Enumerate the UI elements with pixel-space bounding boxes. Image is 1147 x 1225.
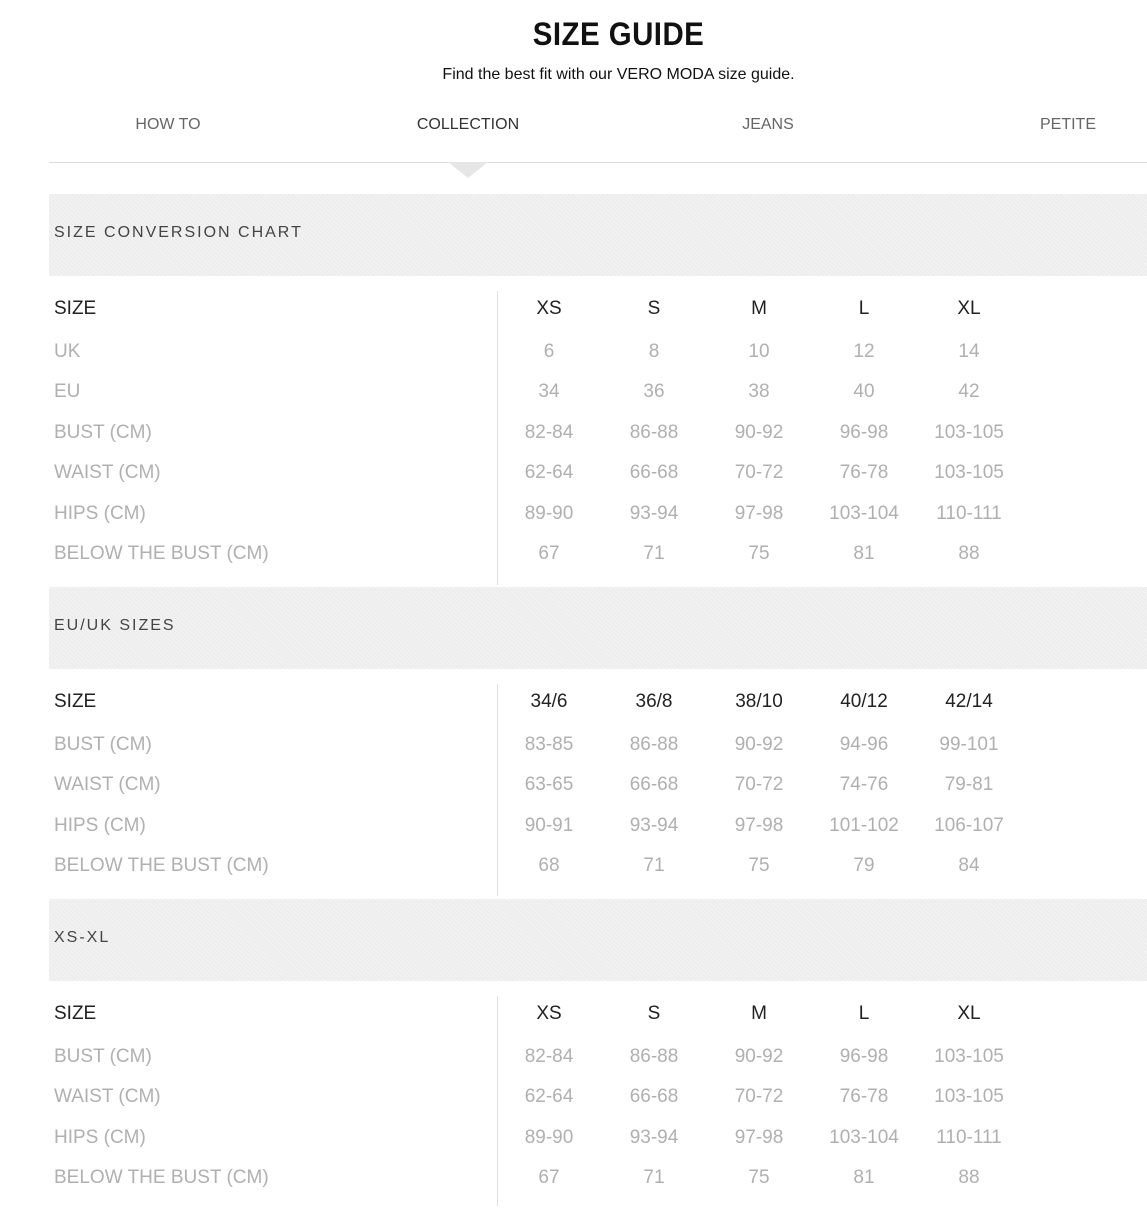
table-cell: 103-104	[829, 502, 899, 524]
table-cell: 103-105	[934, 462, 1004, 483]
table-cell: 103-104	[829, 1126, 899, 1148]
table-cell: 14	[958, 340, 980, 362]
table-cell: 71	[643, 543, 665, 564]
tab-how-to[interactable]: HOW TO	[135, 116, 201, 133]
table-cell: 103-105	[934, 1045, 1004, 1067]
table-cell: 81	[853, 1167, 875, 1188]
table-cell: 82-84	[524, 1045, 574, 1067]
tab-collection[interactable]: COLLECTION	[416, 116, 520, 133]
table-cell: 110-111	[936, 502, 1002, 524]
table-cell: 101-102	[829, 814, 899, 836]
table-header-row	[49, 684, 1147, 725]
table-cell: 67	[538, 543, 560, 564]
table-cell: 86-88	[629, 733, 679, 755]
size-header-cell: 42/14	[945, 691, 993, 712]
size-header-cell: XL	[957, 298, 981, 319]
row-label: SIZE	[54, 1003, 97, 1024]
row-label: EU	[54, 381, 81, 402]
table-cell: 110-111	[936, 1126, 1002, 1148]
table-cell: 74-76	[839, 774, 889, 795]
row-label: WAIST (CM)	[54, 462, 161, 483]
size-table	[49, 996, 1147, 1199]
section-title: EU/UK SIZES	[54, 617, 176, 634]
table-cell: 103-105	[934, 421, 1004, 443]
size-table	[49, 291, 1147, 575]
row-label: HIPS (CM)	[54, 1126, 146, 1148]
table-cell: 76-78	[839, 1086, 889, 1107]
table-cell: 86-88	[629, 421, 679, 443]
size-header-cell: XL	[957, 1003, 981, 1024]
row-label: WAIST (CM)	[54, 1086, 161, 1107]
table-cell: 90-92	[734, 733, 784, 755]
size-header-cell: XS	[536, 1003, 562, 1024]
row-label: WAIST (CM)	[54, 774, 161, 795]
table-cell: 66-68	[629, 462, 679, 483]
table-cell: 70-72	[734, 774, 784, 795]
table-cell: 8	[648, 340, 660, 362]
section-title: SIZE CONVERSION CHART	[54, 224, 303, 241]
row-label: SIZE	[54, 298, 97, 319]
table-row	[49, 413, 1147, 454]
row-label: BUST (CM)	[54, 421, 152, 443]
table-cell: 63-65	[524, 774, 574, 795]
table-row	[49, 725, 1147, 766]
table-cell: 10	[748, 340, 770, 362]
table-cell: 96-98	[839, 1045, 889, 1067]
table-row	[49, 765, 1147, 806]
section-eu-uk-sizes	[49, 587, 1147, 887]
table-row	[49, 332, 1147, 373]
table-header-row	[49, 291, 1147, 332]
size-table	[49, 684, 1147, 887]
table-cell: 42	[958, 381, 980, 402]
section-size-conversion-chart	[49, 194, 1147, 575]
table-cell: 90-92	[734, 421, 784, 443]
table-cell: 70-72	[734, 462, 784, 483]
size-header-cell: L	[858, 298, 870, 319]
row-label: UK	[54, 340, 81, 362]
table-row	[49, 1158, 1147, 1199]
table-cell: 62-64	[524, 1086, 574, 1107]
table-cell: 90-92	[734, 1045, 784, 1067]
section-header	[49, 194, 1147, 276]
page-subtitle: Find the best fit with our VERO MODA size guide.	[442, 66, 795, 83]
table-row	[49, 1077, 1147, 1118]
size-header-cell: 40/12	[840, 691, 888, 712]
section-header	[49, 587, 1147, 669]
table-cell: 75	[748, 855, 770, 876]
section-xs-xl	[49, 899, 1147, 1199]
table-cell: 75	[748, 1167, 770, 1188]
table-cell: 79-81	[944, 774, 994, 795]
table-cell: 34	[538, 381, 560, 402]
table-cell: 90-91	[524, 814, 574, 836]
table-cell: 83-85	[524, 733, 574, 755]
tab-petite[interactable]: PETITE	[1039, 116, 1097, 133]
table-row	[49, 846, 1147, 887]
row-label: HIPS (CM)	[54, 502, 146, 524]
row-label: BUST (CM)	[54, 1045, 152, 1067]
table-cell: 81	[853, 543, 875, 564]
size-header-cell: 36/8	[635, 691, 673, 712]
row-label: BELOW THE BUST (CM)	[54, 543, 269, 564]
table-cell: 89-90	[524, 1126, 574, 1148]
table-cell: 68	[538, 855, 560, 876]
size-header-cell: S	[647, 1003, 661, 1024]
table-cell: 75	[748, 543, 770, 564]
size-header-cell: XS	[536, 298, 562, 319]
table-cell: 79	[853, 855, 875, 876]
size-header-cell: L	[858, 1003, 870, 1024]
table-row	[49, 806, 1147, 847]
size-guide-tabs	[49, 100, 1147, 163]
table-cell: 103-105	[934, 1086, 1004, 1107]
table-cell: 84	[958, 855, 980, 876]
table-cell: 40	[853, 381, 875, 402]
table-cell: 66-68	[629, 1086, 679, 1107]
table-cell: 106-107	[934, 814, 1004, 836]
table-cell: 93-94	[629, 502, 679, 524]
table-row	[49, 494, 1147, 535]
table-cell: 96-98	[839, 421, 889, 443]
table-cell: 36	[643, 381, 665, 402]
table-cell: 99-101	[939, 733, 999, 755]
table-cell: 71	[643, 855, 665, 876]
table-cell: 89-90	[524, 502, 574, 524]
table-cell: 82-84	[524, 421, 574, 443]
table-header-row	[49, 996, 1147, 1037]
row-label: BUST (CM)	[54, 733, 152, 755]
active-tab-indicator	[448, 162, 488, 178]
table-cell: 88	[958, 1167, 980, 1188]
table-cell: 93-94	[629, 1126, 679, 1148]
table-cell: 38	[748, 381, 770, 402]
table-cell: 97-98	[734, 814, 784, 836]
row-label: SIZE	[54, 691, 97, 712]
table-cell: 66-68	[629, 774, 679, 795]
table-cell: 62-64	[524, 462, 574, 483]
table-cell: 76-78	[839, 462, 889, 483]
size-header-cell: 34/6	[530, 691, 568, 712]
size-header-cell: M	[751, 1003, 767, 1024]
table-cell: 67	[538, 1167, 560, 1188]
table-cell: 86-88	[629, 1045, 679, 1067]
size-header-cell: M	[751, 298, 767, 319]
table-row	[49, 534, 1147, 575]
row-label: BELOW THE BUST (CM)	[54, 855, 269, 876]
section-header	[49, 899, 1147, 981]
size-header-cell: S	[647, 298, 661, 319]
table-row	[49, 1037, 1147, 1078]
table-row	[49, 1118, 1147, 1159]
size-header-cell: 38/10	[735, 691, 783, 712]
table-cell: 88	[958, 543, 980, 564]
table-row	[49, 453, 1147, 494]
section-title: XS-XL	[54, 929, 111, 946]
tab-jeans[interactable]: JEANS	[742, 116, 794, 133]
row-label: BELOW THE BUST (CM)	[54, 1167, 269, 1188]
table-cell: 97-98	[734, 1126, 784, 1148]
table-row	[49, 372, 1147, 413]
table-cell: 94-96	[839, 733, 889, 755]
table-cell: 71	[643, 1167, 665, 1188]
row-label: HIPS (CM)	[54, 814, 146, 836]
table-cell: 12	[853, 340, 875, 362]
table-cell: 97-98	[734, 502, 784, 524]
table-cell: 93-94	[629, 814, 679, 836]
table-cell: 6	[543, 340, 555, 362]
table-cell: 70-72	[734, 1086, 784, 1107]
page-title: SIZE GUIDE	[532, 16, 705, 52]
